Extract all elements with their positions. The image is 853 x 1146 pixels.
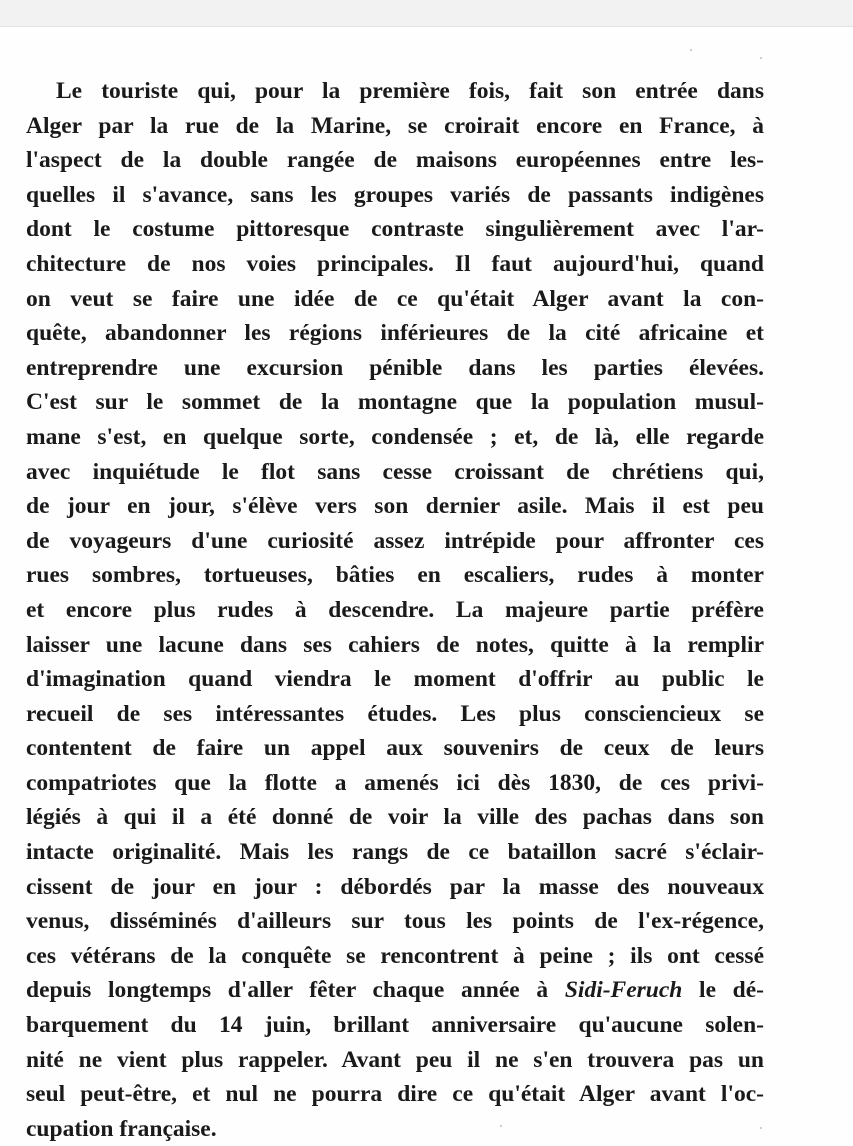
text-line: venus, disséminés d'ailleurs sur tous les points de l'ex-régence, xyxy=(26,908,764,935)
text-line: d'imagination quand viendra le moment d'offrir au public le xyxy=(26,666,764,693)
text-line: cissent de jour en jour : débordés par la masse des nouveaux xyxy=(26,873,764,900)
text-line: quête, abandonner les régions inférieures de la cité africaine et xyxy=(26,320,764,347)
paper-speck xyxy=(500,1125,502,1127)
text-segment: depuis longtemps d'aller fêter chaque année à xyxy=(26,977,549,1004)
text-line: compatriotes que la flotte a amenés ici dès 1830, de ces privi- xyxy=(26,769,764,796)
text-line: chitecture de nos voies principales. Il faut aujourd'hui, quand xyxy=(26,250,764,277)
text-line: dont le costume pittoresque contraste singulièrement avec l'ar- xyxy=(26,216,764,243)
paper-speck xyxy=(690,49,692,51)
text-line: mane s'est, en quelque sorte, condensée ; et, de là, elle regarde xyxy=(26,423,764,450)
text-line: on veut se faire une idée de ce qu'était Alger avant la con- xyxy=(26,285,764,312)
text-line: C'est sur le sommet de la montagne que la population musul- xyxy=(26,389,764,416)
text-line: intacte originalité. Mais les rangs de ce bataillon sacré s'éclair- xyxy=(26,839,764,866)
text-line: ces vétérans de la conquête se rencontrent à peine ; ils ont cessé xyxy=(26,942,764,969)
text-line: de jour en jour, s'élève vers son dernier asile. Mais il est peu xyxy=(26,493,764,520)
text-line: et encore plus rudes à descendre. La majeure partie préfère xyxy=(26,596,764,623)
text-line: recueil de ses intéressantes études. Les plus consciencieux se xyxy=(26,700,764,727)
text-line: entreprendre une excursion pénible dans les parties élevées. xyxy=(26,354,764,381)
text-line: rues sombres, tortueuses, bâties en escaliers, rudes à monter xyxy=(26,562,764,589)
text-line: Le touriste qui, pour la première fois, fait son entrée dans xyxy=(56,78,764,104)
text-segment: le dé- xyxy=(699,977,765,1004)
text-line: quelles il s'avance, sans les groupes variés de passants indigènes xyxy=(26,181,764,208)
text-line: avec inquiétude le flot sans cesse croissant de chrétiens qui, xyxy=(26,458,764,485)
text-line-final: cupation française. xyxy=(26,1115,217,1142)
text-line: de voyageurs d'une curiosité assez intrépide pour affronter ces xyxy=(26,527,764,554)
text-line: l'aspect de la double rangée de maisons européennes entre les- xyxy=(26,147,764,174)
text-line-with-place-name xyxy=(26,973,764,1008)
text-line: Alger par la rue de la Marine, se croirait encore en France, à xyxy=(26,112,764,139)
text-line: laisser une lacune dans ses cahiers de notes, quitte à la remplir xyxy=(26,631,764,658)
paper-speck xyxy=(760,57,762,59)
text-line: contentent de faire un appel aux souvenirs de ceux de leurs xyxy=(26,735,764,762)
body-paragraph xyxy=(26,74,764,1146)
text-line: nité ne vient plus rappeler. Avant peu il ne s'en trouvera pas un xyxy=(26,1046,764,1073)
text-line: barquement du 14 juin, brillant anniversaire qu'aucune solen- xyxy=(26,1012,764,1039)
text-line: seul peut-être, et nul ne pourra dire ce qu'était Alger avant l'oc- xyxy=(26,1081,764,1108)
place-name-italic: Sidi-Feruch xyxy=(564,977,683,1004)
document-page xyxy=(0,27,853,1144)
viewer-top-bar xyxy=(0,0,853,27)
paper-speck xyxy=(760,1127,762,1129)
text-line: légiés à qui il a été donné de voir la ville des pachas dans son xyxy=(26,804,764,831)
